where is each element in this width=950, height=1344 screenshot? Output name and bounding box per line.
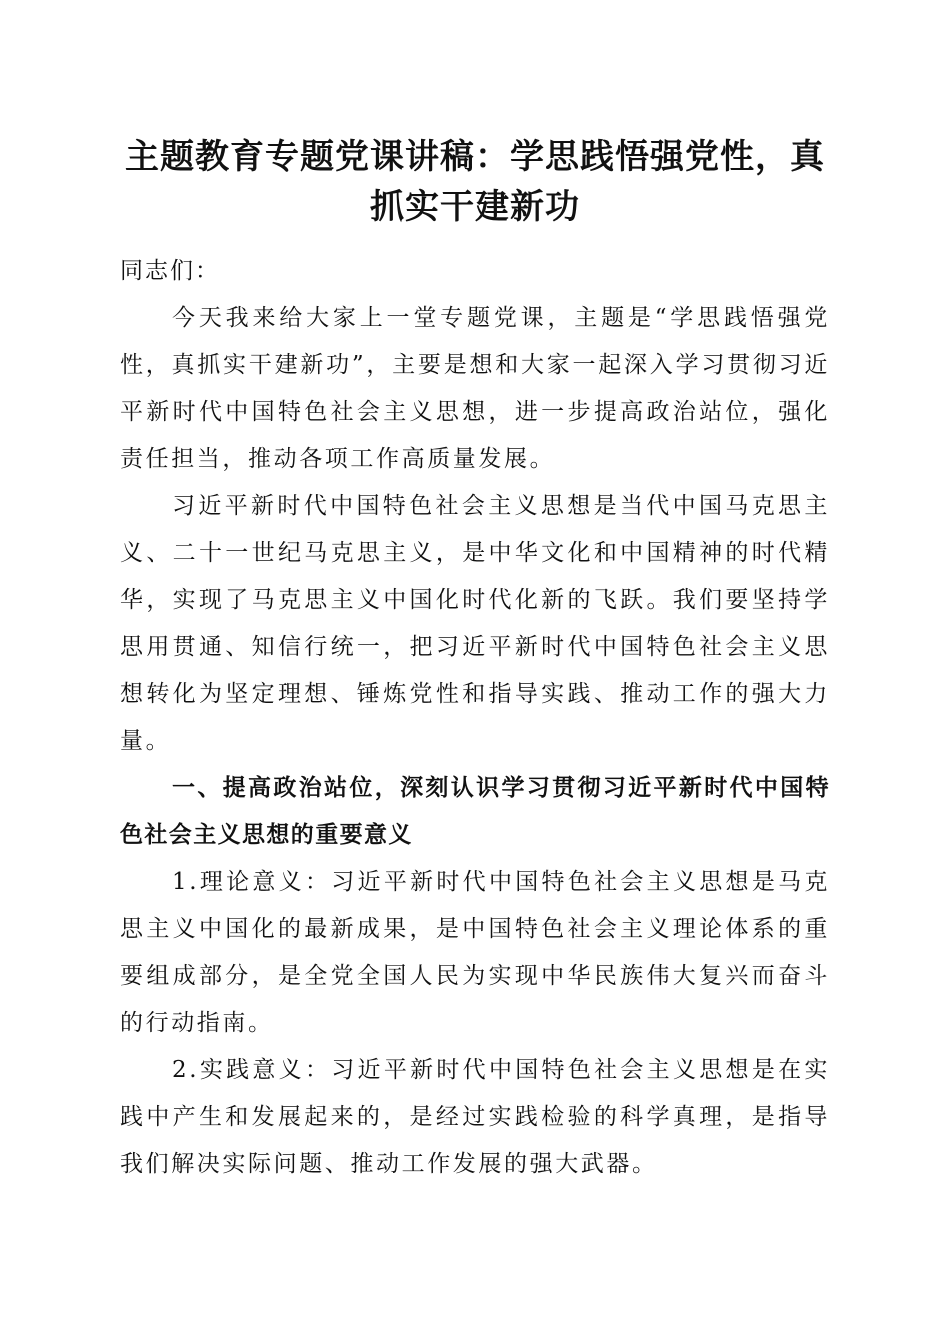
point-practical-significance: 2.实践意义：习近平新时代中国特色社会主义思想是在实践中产生和发展起来的，是经过实践检验的科学真理，是指导我们解决实际问题、推动工作发展的强大武器。: [120, 1057, 830, 1177]
greeting: 同志们：: [120, 258, 220, 284]
point-theoretical-significance: 1.理论意义：习近平新时代中国特色社会主义思想是马克思主义中国化的最新成果，是中国特色社会主义理论体系的重要组成部分，是全党全国人民为实现中华民族伟大复兴而奋斗的行动指南。: [120, 869, 830, 1036]
intro-paragraph: 今天我来给大家上一堂专题党课，主题是“学思践悟强党性，真抓实干建新功”，主要是想和大家一起深入学习贯彻习近平新时代中国特色社会主义思想，进一步提高政治站位，强化责任担当，推动各项工作高质量发展。: [120, 305, 830, 472]
document-title: 主题教育专题党课讲稿：学思践悟强党性，真抓实干建新功: [125, 137, 825, 227]
document-body: [120, 248, 830, 1188]
context-paragraph: 习近平新时代中国特色社会主义思想是当代中国马克思主义、二十一世纪马克思主义，是中华文化和中国精神的时代精华，实现了马克思主义中国化时代化新的飞跃。我们要坚持学思用贯通、知信行统一，把习近平新时代中国特色社会主义思想转化为坚定理想、锤炼党性和指导实践、推动工作的强大力量。: [120, 493, 830, 754]
section-heading: 一、提高政治站位，深刻认识学习贯彻习近平新时代中国特色社会主义思想的重要意义: [120, 775, 830, 848]
